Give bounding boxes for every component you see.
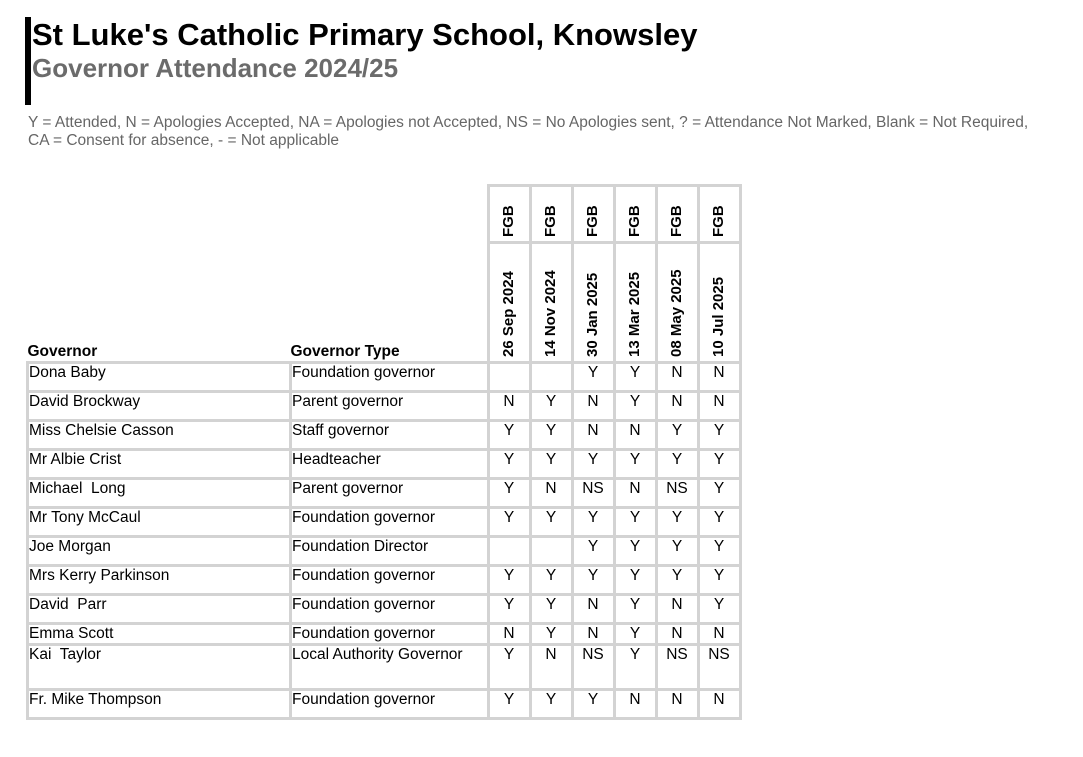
attendance-table xyxy=(26,184,742,720)
school-title: St Luke's Catholic Primary School, Knowsley xyxy=(32,17,698,52)
attendance-mark: Y xyxy=(656,508,698,537)
attendance-mark: Y xyxy=(698,508,740,537)
meeting-type-header xyxy=(530,186,572,243)
meeting-type-header xyxy=(656,186,698,243)
legend-line-2: CA = Consent for absence, - = Not applicable xyxy=(28,132,340,149)
meeting-type-header xyxy=(488,186,530,243)
header-spacer xyxy=(28,186,291,243)
attendance-mark: Y xyxy=(656,566,698,595)
governor-name: Dona Baby xyxy=(28,363,291,392)
attendance-mark xyxy=(488,363,530,392)
meeting-date-header xyxy=(572,243,614,363)
attendance-mark: Y xyxy=(488,479,530,508)
attendance-mark: Y xyxy=(530,566,572,595)
attendance-mark: N xyxy=(698,690,740,719)
governor-name: Miss Chelsie Casson xyxy=(28,421,291,450)
attendance-mark: Y xyxy=(614,566,656,595)
attendance-legend xyxy=(28,114,1078,150)
meeting-type-label: FGB xyxy=(542,205,559,237)
meeting-date-label: 13 Mar 2025 xyxy=(626,271,643,357)
attendance-mark: N xyxy=(572,421,614,450)
attendance-mark xyxy=(488,537,530,566)
attendance-mark: Y xyxy=(656,421,698,450)
report-subtitle: Governor Attendance 2024/25 xyxy=(32,53,399,83)
attendance-mark: Y xyxy=(698,595,740,624)
meeting-type-label: FGB xyxy=(668,205,685,237)
governor-row xyxy=(28,690,741,719)
attendance-mark: N xyxy=(698,392,740,421)
attendance-mark: NS xyxy=(572,645,614,690)
attendance-mark: Y xyxy=(488,690,530,719)
governor-type: Foundation governor xyxy=(291,690,489,719)
governor-column-header: Governor xyxy=(28,243,291,363)
legend-line-1: Y = Attended, N = Apologies Accepted, NA = Apologies not Accepted, NS = No Apologies sent, ? = Attendance Not Marked, Blank = Not Required, xyxy=(28,114,1029,131)
meeting-type-label: FGB xyxy=(584,205,601,237)
governor-type: Parent governor xyxy=(291,479,489,508)
governor-name: Emma Scott xyxy=(28,624,291,645)
meeting-date-label: 26 Sep 2024 xyxy=(500,271,517,357)
attendance-mark: Y xyxy=(656,450,698,479)
attendance-mark: Y xyxy=(488,645,530,690)
attendance-mark: Y xyxy=(698,566,740,595)
governor-type: Local Authority Governor xyxy=(291,645,489,690)
meeting-type-label: FGB xyxy=(626,205,643,237)
governor-row xyxy=(28,624,741,645)
meeting-date-label: 10 Jul 2025 xyxy=(710,276,727,357)
attendance-mark: NS xyxy=(656,479,698,508)
governor-type: Parent governor xyxy=(291,392,489,421)
attendance-mark: Y xyxy=(614,392,656,421)
attendance-mark: Y xyxy=(488,508,530,537)
meeting-date-header xyxy=(530,243,572,363)
governor-name: Fr. Mike Thompson xyxy=(28,690,291,719)
governor-type: Foundation governor xyxy=(291,624,489,645)
governor-type: Foundation Director xyxy=(291,537,489,566)
meeting-type-header xyxy=(572,186,614,243)
meeting-type-header xyxy=(698,186,740,243)
attendance-mark: Y xyxy=(698,479,740,508)
meeting-date-row xyxy=(28,243,741,363)
attendance-mark: N xyxy=(488,624,530,645)
meeting-type-row xyxy=(28,186,741,243)
meeting-date-header xyxy=(656,243,698,363)
attendance-mark: Y xyxy=(698,450,740,479)
meeting-type-header xyxy=(614,186,656,243)
attendance-mark: Y xyxy=(530,595,572,624)
attendance-mark: N xyxy=(530,479,572,508)
title-block xyxy=(25,17,697,105)
attendance-mark: N xyxy=(656,690,698,719)
attendance-mark: Y xyxy=(614,645,656,690)
attendance-mark: Y xyxy=(698,421,740,450)
governor-row xyxy=(28,479,741,508)
attendance-mark: Y xyxy=(614,537,656,566)
attendance-mark: Y xyxy=(572,537,614,566)
attendance-mark: Y xyxy=(572,566,614,595)
attendance-mark: NS xyxy=(572,479,614,508)
meeting-date-header xyxy=(614,243,656,363)
attendance-mark xyxy=(530,537,572,566)
meeting-type-label: FGB xyxy=(500,205,517,237)
attendance-mark: N xyxy=(656,392,698,421)
governor-type-column-header: Governor Type xyxy=(291,243,489,363)
governor-row xyxy=(28,537,741,566)
governor-name: David Parr xyxy=(28,595,291,624)
attendance-mark: N xyxy=(698,363,740,392)
attendance-mark: Y xyxy=(488,595,530,624)
attendance-mark: Y xyxy=(572,690,614,719)
attendance-mark: N xyxy=(530,645,572,690)
meeting-date-label: 14 Nov 2024 xyxy=(542,270,559,357)
governor-name: Mr Tony McCaul xyxy=(28,508,291,537)
governor-type: Headteacher xyxy=(291,450,489,479)
attendance-mark: Y xyxy=(614,624,656,645)
governor-type: Staff governor xyxy=(291,421,489,450)
governor-row xyxy=(28,595,741,624)
governor-name: Mr Albie Crist xyxy=(28,450,291,479)
attendance-mark: Y xyxy=(488,421,530,450)
governor-row xyxy=(28,508,741,537)
governor-name: Mrs Kerry Parkinson xyxy=(28,566,291,595)
attendance-mark: N xyxy=(656,624,698,645)
attendance-mark: Y xyxy=(614,363,656,392)
meeting-date-label: 08 May 2025 xyxy=(668,269,685,357)
meeting-type-label: FGB xyxy=(710,205,727,237)
meeting-date-header xyxy=(488,243,530,363)
governor-name: Joe Morgan xyxy=(28,537,291,566)
attendance-table-body xyxy=(28,363,741,719)
attendance-mark: NS xyxy=(656,645,698,690)
attendance-mark: Y xyxy=(572,508,614,537)
governor-row xyxy=(28,421,741,450)
attendance-mark: Y xyxy=(530,421,572,450)
attendance-mark: Y xyxy=(572,450,614,479)
governor-row xyxy=(28,392,741,421)
governor-name: Michael Long xyxy=(28,479,291,508)
attendance-mark xyxy=(530,363,572,392)
attendance-mark: Y xyxy=(614,450,656,479)
attendance-mark: Y xyxy=(656,537,698,566)
governor-name: Kai Taylor xyxy=(28,645,291,690)
attendance-mark: Y xyxy=(488,566,530,595)
attendance-mark: Y xyxy=(614,595,656,624)
governor-row xyxy=(28,645,741,690)
header-spacer xyxy=(291,186,489,243)
attendance-mark: N xyxy=(572,624,614,645)
attendance-mark: Y xyxy=(530,450,572,479)
attendance-mark: N xyxy=(614,421,656,450)
meeting-date-header xyxy=(698,243,740,363)
governor-name: David Brockway xyxy=(28,392,291,421)
attendance-mark: N xyxy=(572,595,614,624)
attendance-mark: Y xyxy=(698,537,740,566)
attendance-mark: N xyxy=(656,363,698,392)
governor-row xyxy=(28,363,741,392)
meeting-date-label: 30 Jan 2025 xyxy=(584,272,601,357)
attendance-mark: Y xyxy=(530,690,572,719)
attendance-mark: Y xyxy=(530,508,572,537)
governor-type: Foundation governor xyxy=(291,595,489,624)
governor-row xyxy=(28,450,741,479)
attendance-mark: N xyxy=(572,392,614,421)
attendance-mark: Y xyxy=(530,392,572,421)
attendance-mark: Y xyxy=(614,508,656,537)
governor-type: Foundation governor xyxy=(291,508,489,537)
attendance-mark: N xyxy=(614,690,656,719)
attendance-mark: N xyxy=(698,624,740,645)
attendance-mark: Y xyxy=(488,450,530,479)
attendance-mark: Y xyxy=(572,363,614,392)
governor-type: Foundation governor xyxy=(291,363,489,392)
attendance-mark: N xyxy=(656,595,698,624)
attendance-mark: N xyxy=(614,479,656,508)
attendance-mark: N xyxy=(488,392,530,421)
attendance-mark: Y xyxy=(530,624,572,645)
governor-type: Foundation governor xyxy=(291,566,489,595)
attendance-mark: NS xyxy=(698,645,740,690)
governor-row xyxy=(28,566,741,595)
